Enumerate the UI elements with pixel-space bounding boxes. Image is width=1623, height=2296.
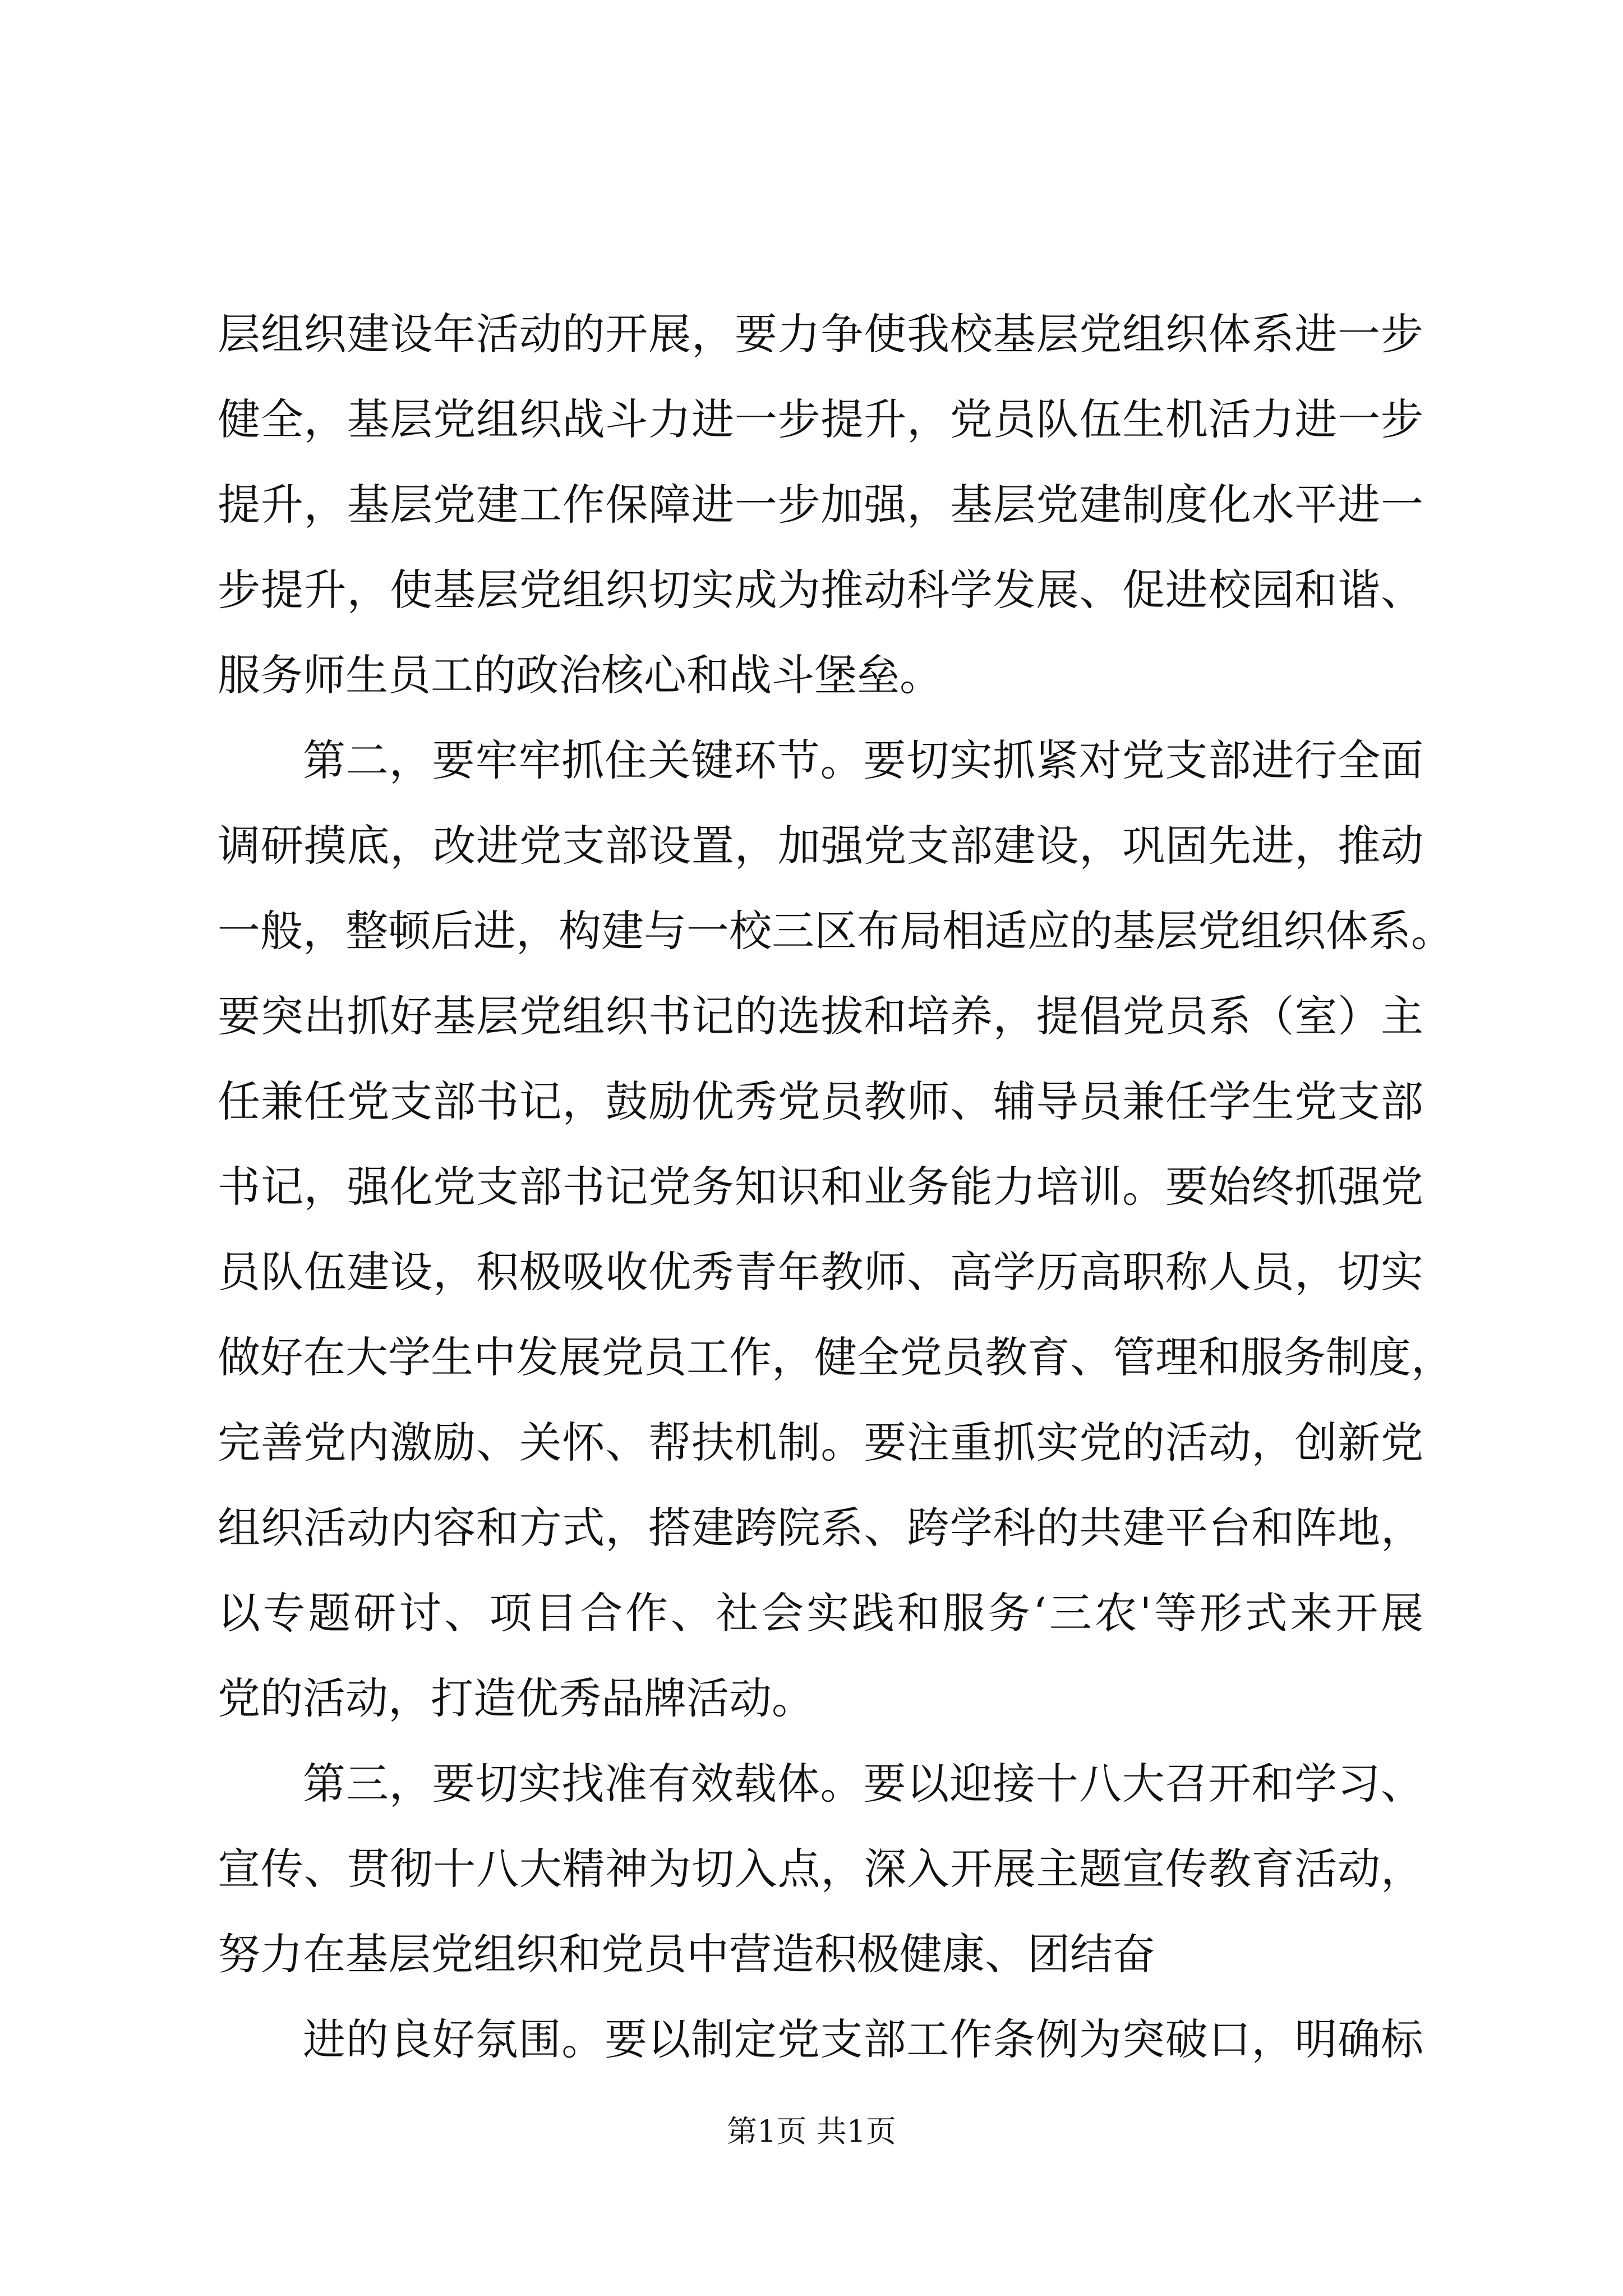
text-line-20: 努力在基层党组织和党员中营造积极健康、团结奋 <box>218 1929 1155 1979</box>
text-line-5: 服务师生员工的政治核心和战斗堡垒。 <box>218 650 942 700</box>
text-line-17: 党的活动，打造优秀品牌活动。 <box>218 1673 814 1723</box>
text-line-21: 进的良好氛围。要以制定党支部工作条例为突破口，明确标 <box>303 2014 1423 2064</box>
text-line-4: 步提升，使基层党组织切实成为推动科学发展、促进校园和谐、 <box>218 565 1423 615</box>
text-line-15: 组织活动内容和方式，搭建跨院系、跨学科的共建平台和阵地， <box>218 1503 1423 1553</box>
text-line-3: 提升，基层党建工作保障进一步加强，基层党建制度化水平进一 <box>218 480 1423 530</box>
text-line-12: 员队伍建设，积极吸收优秀青年教师、高学历高职称人员，切实 <box>218 1247 1423 1297</box>
text-line-9: 要突出抓好基层党组织书记的选拔和培养，提倡党员系（室）主 <box>218 991 1423 1041</box>
text-line-14: 完善党内激励、关怀、帮扶机制。要注重抓实党的活动，创新党 <box>218 1418 1423 1467</box>
text-line-19: 宣传、贯彻十八大精神为切入点，深入开展主题宣传教育活动， <box>218 1844 1423 1894</box>
text-line-18: 第三，要切实找准有效载体。要以迎接十八大召开和学习、 <box>303 1759 1423 1809</box>
text-line-13: 做好在大学生中发展党员工作，健全党员教育、管理和服务制度， <box>218 1332 1454 1382</box>
text-line-16: 以专题研讨、项目合作、社会实践和服务‘三农'等形式来开展 <box>218 1588 1423 1638</box>
text-line-6: 第二，要牢牢抓住关键环节。要切实抓紧对党支部进行全面 <box>303 735 1423 785</box>
text-line-10: 任兼任党支部书记，鼓励优秀党员教师、辅导员兼任学生党支部 <box>218 1076 1423 1126</box>
text-line-11: 书记，强化党支部书记党务知识和业务能力培训。要始终抓强党 <box>218 1162 1423 1212</box>
text-line-7: 调研摸底，改进党支部设置，加强党支部建设，巩固先进，推动 <box>218 821 1423 871</box>
text-line-8: 一般，整顿后进，构建与一校三区布局相适应的基层党组织体系。 <box>218 906 1454 956</box>
page-footer: 第1页 共1页 <box>727 2114 896 2149</box>
text-line-1: 层组织建设年活动的开展，要力争使我校基层党组织体系进一步 <box>218 309 1423 359</box>
text-line-2: 健全，基层党组织战斗力进一步提升，党员队伍生机活力进一步 <box>218 394 1423 444</box>
body-text <box>218 292 1454 2082</box>
